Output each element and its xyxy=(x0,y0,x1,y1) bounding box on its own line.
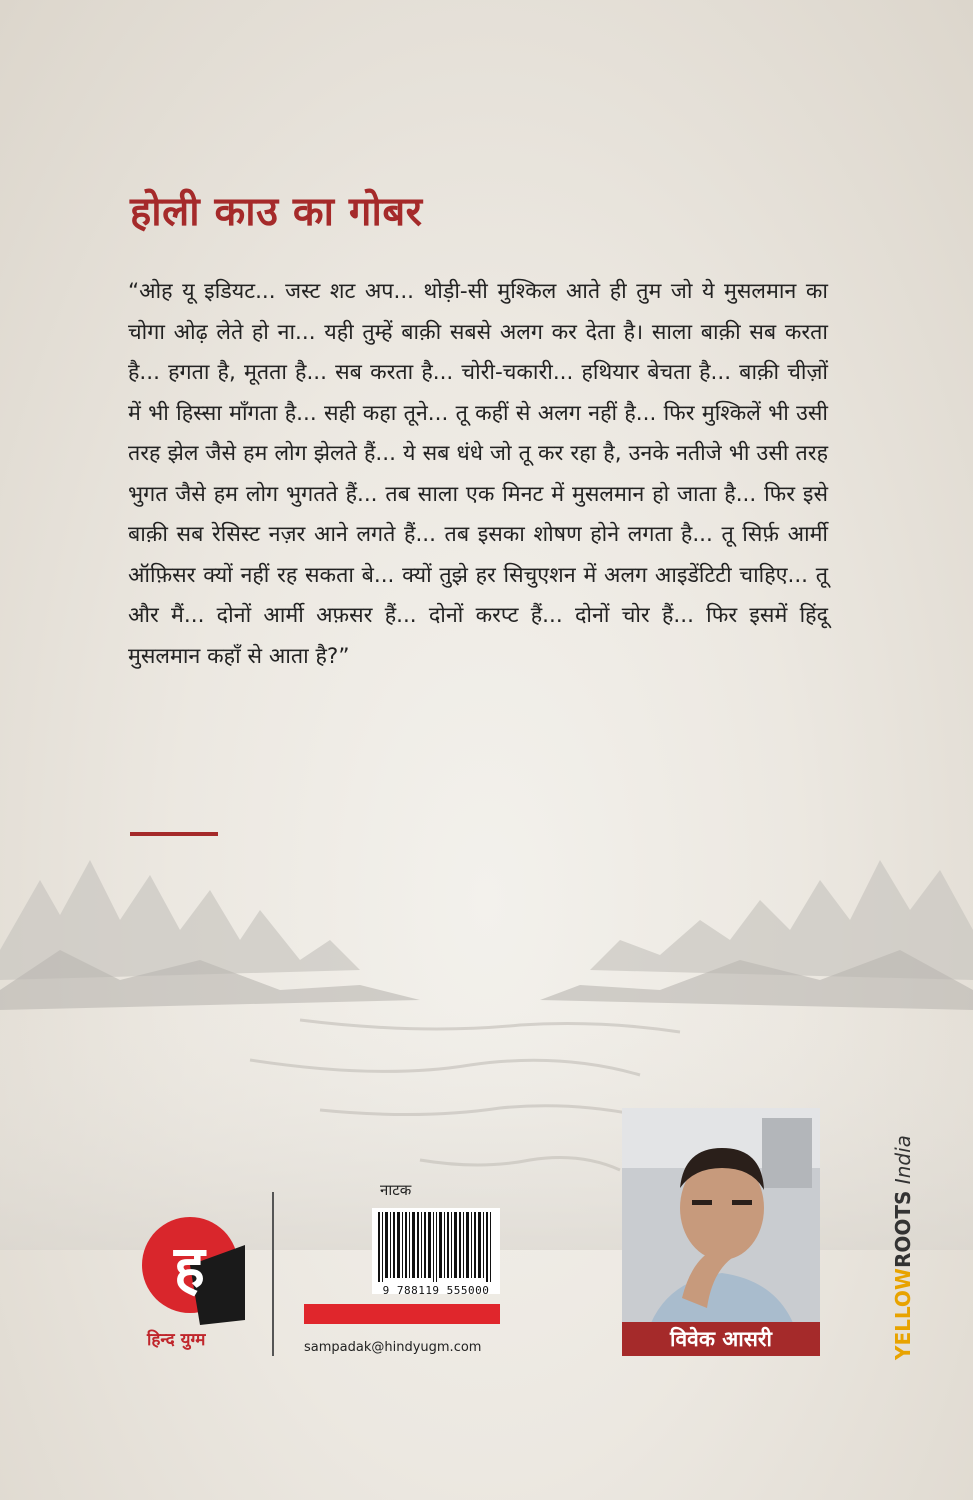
imprint-roots: ROOTS xyxy=(891,1190,915,1269)
barcode xyxy=(372,1208,500,1297)
isbn-number: 9 788119 555000 xyxy=(382,1284,490,1297)
genre-label: नाटक xyxy=(380,1181,412,1199)
red-price-bar xyxy=(304,1304,500,1324)
book-title: होली काउ का गोबर xyxy=(130,189,423,235)
imprint-yellow: YELLOW xyxy=(891,1268,915,1360)
imprint-logo xyxy=(891,1135,915,1360)
publisher-name: हिन्द युग्म xyxy=(147,1330,206,1350)
imprint-india: India xyxy=(891,1135,915,1185)
author-name: विवेक आसरी xyxy=(622,1322,820,1356)
barcode-bars xyxy=(376,1212,496,1282)
publisher-email: sampadak@hindyugm.com xyxy=(304,1340,482,1355)
misty-lake-illustration xyxy=(0,820,973,1250)
blurb-quote: “ओह यू इडियट... जस्ट शट अप... थोड़ी-सी मुश्किल आते ही तुम जो ये मुसलमान का चोगा ओढ़ लेते हो ना... यही तुम्हें बाक़ी सबसे अलग कर देता है। साला बाक़ी सब करता है... हगता है, मूतता है... सब करता है... चोरी-चकारी... हथियार बेचता है... बाक़ी चीज़ों में भी हिस्सा माँगता है... सही कहा तूने... तू कहीं से अलग नहीं है... फिर मुश्किलें भी उसी तरह झेल जैसे हम लोग झेलते हैं... ये सब धंधे जो तू कर रहा है, उनके नतीजे भी उसी तरह भुगत जैसे हम लोग भुगतते हैं... तब साला एक मिनट में मुसलमान हो जाता है... फिर इसे बाक़ी सब रेसिस्ट नज़र आने लगते हैं... तब इसका शोषण होने लगता है... तू सिर्फ़ आर्मी ऑफ़िसर क्यों नहीं रह सकता बे... क्यों तुझे हर सिचुएशन में अलग आइडेंटिटी चाहिए... तू और मैं... दोनों आर्मी अफ़सर हैं... दोनों करप्ट हैं... दोनों चोर हैं... फिर इसमें हिंदू मुसलमान कहाँ से आता है?” xyxy=(128,279,828,669)
author-portrait xyxy=(622,1108,820,1356)
vertical-divider xyxy=(272,1192,274,1356)
author-photo xyxy=(622,1108,820,1356)
accent-divider xyxy=(130,832,218,836)
logo-glyph: ह xyxy=(174,1233,205,1301)
publisher-logo xyxy=(140,1205,245,1345)
